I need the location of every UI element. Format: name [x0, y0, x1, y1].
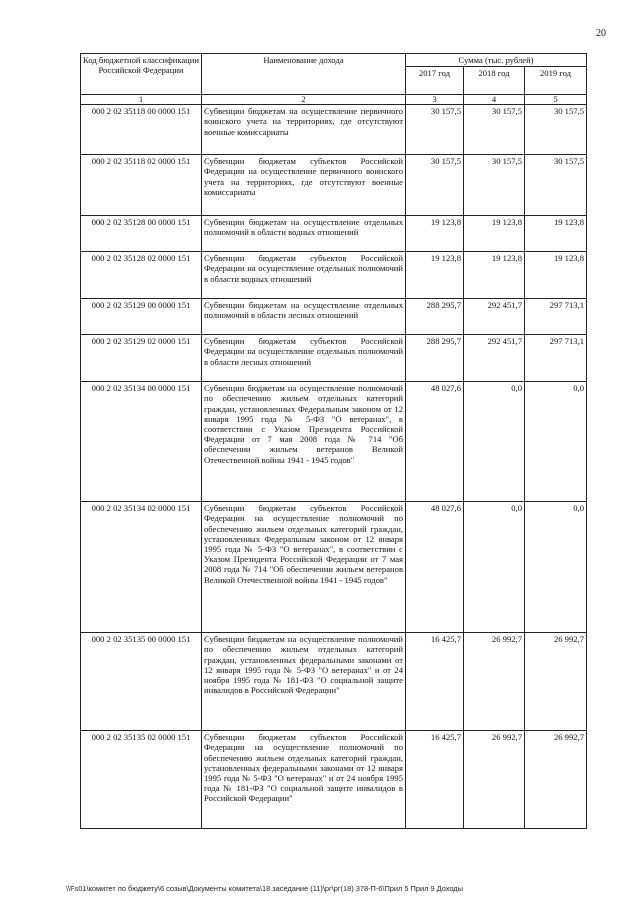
- row-code: 000 2 02 35134 00 0000 151: [81, 382, 202, 502]
- row-value-2017: 16 425,7: [406, 633, 464, 731]
- row-value-2019: 297 713,1: [525, 335, 587, 382]
- row-value-2017: 19 123,8: [406, 216, 464, 252]
- table-row: [81, 382, 587, 502]
- budget-table: [80, 53, 587, 829]
- row-code: 000 2 02 35129 02 0000 151: [81, 335, 202, 382]
- row-value-2017: 288 295,7: [406, 335, 464, 382]
- row-name: Субвенции бюджетам на осуществление полномочий по обеспечению жильем отдельных категорий граждан, установленных федеральными законами от 12 января 1995 года № 5-ФЗ "О ветеранах" и от 24 ноября 1995 года № 181-ФЗ "О социальной защите инвалидов в Российской Федерации": [202, 633, 406, 731]
- row-value-2019: 26 992,7: [525, 633, 587, 731]
- row-value-2018: 30 157,5: [464, 155, 525, 216]
- column-number: 4: [464, 95, 525, 105]
- header-sum: Сумма (тыс. рублей): [406, 54, 587, 67]
- table-row: [81, 335, 587, 382]
- row-value-2019: 30 157,5: [525, 105, 587, 155]
- row-code: 000 2 02 35129 00 0000 151: [81, 299, 202, 335]
- row-name: Субвенции бюджетам субъектов Российской Федерации на осуществление отдельных полномочий в области водных отношений: [202, 252, 406, 299]
- row-name: Субвенции бюджетам субъектов Российской Федерации на осуществление полномочий по обеспечению жильем отдельных категорий граждан, установленных федеральными законами от 12 января 1995 года № 5-ФЗ "О ветеранах" и от 24 ноября 1995 года № 181-ФЗ "О социальной защите инвалидов в Российской Федерации": [202, 731, 406, 829]
- row-name: Субвенции бюджетам на осуществление отдельных полномочий в области водных отношений: [202, 216, 406, 252]
- row-value-2019: 19 123,8: [525, 216, 587, 252]
- column-number: 3: [406, 95, 464, 105]
- row-value-2018: 0,0: [464, 382, 525, 502]
- row-value-2019: 0,0: [525, 502, 587, 633]
- row-value-2019: 0,0: [525, 382, 587, 502]
- row-code: 000 2 02 35134 02 0000 151: [81, 502, 202, 633]
- footer-file-path: \\Fs01\комитет по бюджету\6 созыв\Документы комитета\18 заседание (11)\рг\рг(18) 378-П-6\Прил 5 Прил 9 Доходы: [66, 884, 463, 893]
- row-code: 000 2 02 35135 02 0000 151: [81, 731, 202, 829]
- table-row: [81, 299, 587, 335]
- row-name: Субвенции бюджетам субъектов Российской Федерации на осуществление первичного воинского учета на территориях, где отсутствуют военные комиссариаты: [202, 155, 406, 216]
- column-number: 1: [81, 95, 202, 105]
- row-code: 000 2 02 35118 02 0000 151: [81, 155, 202, 216]
- table-row: [81, 155, 587, 216]
- table-row: [81, 216, 587, 252]
- row-name: Субвенции бюджетам субъектов Российской Федерации на осуществление отдельных полномочий в области лесных отношений: [202, 335, 406, 382]
- table-row: [81, 252, 587, 299]
- header-code: Код бюджетной классификации Российской Федерации: [81, 54, 202, 95]
- row-code: 000 2 02 35128 02 0000 151: [81, 252, 202, 299]
- column-number: 5: [525, 95, 587, 105]
- header-year-2017: 2017 год: [406, 67, 464, 95]
- header-year-2019: 2019 год: [525, 67, 587, 95]
- table-row: [81, 502, 587, 633]
- row-value-2017: 48 027,6: [406, 382, 464, 502]
- row-value-2019: 19 123,8: [525, 252, 587, 299]
- row-value-2017: 30 157,5: [406, 105, 464, 155]
- row-value-2018: 292 451,7: [464, 335, 525, 382]
- row-name: Субвенции бюджетам на осуществление полномочий по обеспечению жильем отдельных категорий граждан, установленных Федеральным законом от 12 января 1995 года № 5-ФЗ "О ветеранах", в соответствии с Указом Президента Российской Федерации от 7 мая 2008 года № 714 "Об обеспечении жильем ветеранов Великой Отечественной войны 1941 - 1945 годов": [202, 382, 406, 502]
- row-code: 000 2 02 35118 00 0000 151: [81, 105, 202, 155]
- row-name: Субвенции бюджетам на осуществление отдельных полномочий в области лесных отношений: [202, 299, 406, 335]
- page-number: 20: [596, 28, 606, 39]
- table-row: [81, 731, 587, 829]
- row-value-2018: 26 992,7: [464, 633, 525, 731]
- column-number: 2: [202, 95, 406, 105]
- row-value-2017: 288 295,7: [406, 299, 464, 335]
- row-name: Субвенции бюджетам субъектов Российской Федерации на осуществление полномочий по обеспечению жильем отдельных категорий граждан, установленных Федеральным законом от 12 января 1995 года № 5-ФЗ "О ветеранах", в соответствии с Указом Президента Российской Федерации от 7 мая 2008 года № 714 "Об обеспечении жильем ветеранов Великой Отечественной войны 1941 - 1945 годов": [202, 502, 406, 633]
- row-value-2017: 48 027,6: [406, 502, 464, 633]
- row-value-2019: 26 992,7: [525, 731, 587, 829]
- row-value-2017: 16 425,7: [406, 731, 464, 829]
- row-value-2019: 30 157,5: [525, 155, 587, 216]
- row-value-2018: 0,0: [464, 502, 525, 633]
- row-value-2018: 26 992,7: [464, 731, 525, 829]
- row-value-2017: 19 123,8: [406, 252, 464, 299]
- row-code: 000 2 02 35135 00 0000 151: [81, 633, 202, 731]
- row-value-2018: 292 451,7: [464, 299, 525, 335]
- table-row: [81, 633, 587, 731]
- table-row: [81, 105, 587, 155]
- row-value-2018: 30 157,5: [464, 105, 525, 155]
- row-value-2018: 19 123,8: [464, 216, 525, 252]
- row-code: 000 2 02 35128 00 0000 151: [81, 216, 202, 252]
- row-value-2017: 30 157,5: [406, 155, 464, 216]
- header-year-2018: 2018 год: [464, 67, 525, 95]
- row-value-2018: 19 123,8: [464, 252, 525, 299]
- column-number-row: [81, 95, 587, 105]
- row-value-2019: 297 713,1: [525, 299, 587, 335]
- row-name: Субвенции бюджетам на осуществление первичного воинского учета на территориях, где отсутствуют военные комиссариаты: [202, 105, 406, 155]
- header-name: Наименование дохода: [202, 54, 406, 95]
